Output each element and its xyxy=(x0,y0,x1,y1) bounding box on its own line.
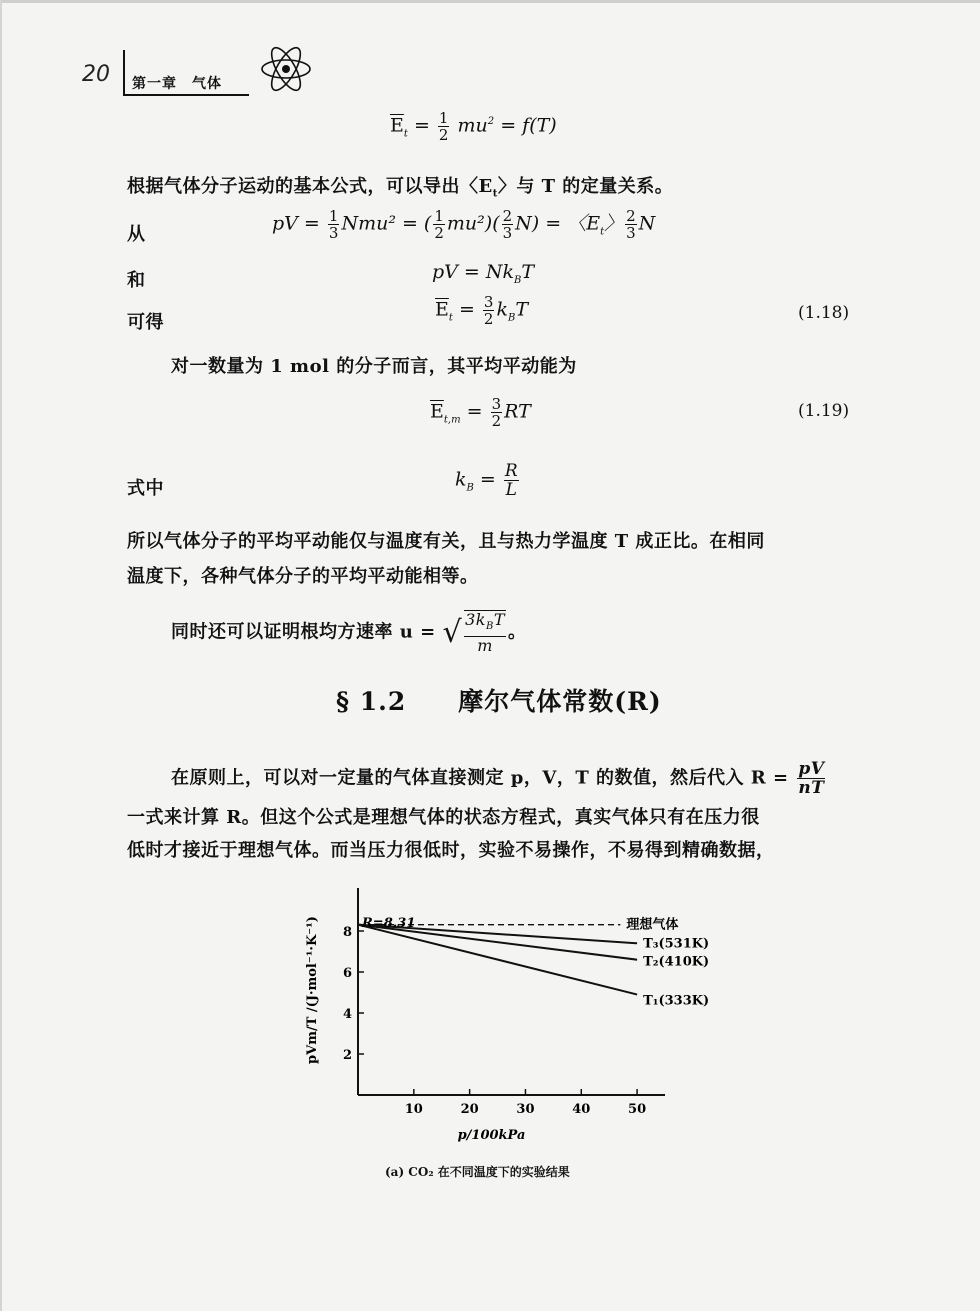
equation-1-18 xyxy=(435,294,528,327)
fraction xyxy=(483,294,495,327)
fraction xyxy=(502,208,514,241)
x-tick-label: 30 xyxy=(516,1102,535,1117)
eq-term: = xyxy=(460,400,483,423)
paragraph-line: 低时才接近于理想气体。而当压力很低时，实验不易操作，不易得到精确数据， xyxy=(127,840,775,861)
frac-num: 1 xyxy=(438,109,449,127)
frac-den: 2 xyxy=(434,224,444,242)
paragraph-line: 一式来计算 R。但这个公式是理想气体的状态方程式，真实气体只有在压力很 xyxy=(127,807,760,828)
frac-num: R xyxy=(504,461,518,481)
label-get: 可得 xyxy=(127,312,164,333)
y-axis-label: pVm/T /(J·mol⁻¹·K⁻¹) xyxy=(305,916,320,1064)
eq-sub: B xyxy=(514,274,522,286)
fraction xyxy=(464,610,506,655)
equation-top: $\overline{E}_t$ = $\frac{1}{2}$ $mu^2 = f(T)$ xyxy=(390,109,557,144)
series-line xyxy=(358,925,637,944)
label-where: 式中 xyxy=(127,478,164,499)
frac-den: nT xyxy=(798,778,825,798)
x-axis-label: p/100kPa xyxy=(457,1128,526,1143)
paragraph-line: 温度下，各种气体分子的平均平动能相等。 xyxy=(127,566,479,587)
eq-term: Nmu² = ( xyxy=(341,212,432,235)
section-title: § 1.2 摩尔气体常数(R) xyxy=(336,687,662,716)
eq-term: mu²)( xyxy=(446,212,500,235)
eq-term: 〉 xyxy=(604,212,624,235)
fraction xyxy=(433,208,445,241)
sqrt-expression: √ $\frac{3k_BT}{m}$ xyxy=(442,610,506,656)
chart-annotation: R=8.31 xyxy=(362,916,416,931)
eq-term: RT xyxy=(504,400,531,423)
equation-number: (1.19) xyxy=(798,401,850,421)
eq-symbol: $\overline{E}$ xyxy=(435,298,449,321)
eq-term: k xyxy=(496,298,508,321)
eq-term: mu xyxy=(457,114,488,137)
header-underline xyxy=(123,94,249,96)
eq-sub: t xyxy=(403,128,408,140)
eq-sub: t xyxy=(600,226,605,238)
page-number: 20 xyxy=(82,62,110,87)
series-line xyxy=(358,925,637,960)
frac-num: 3 xyxy=(491,395,502,413)
frac-num: 3 xyxy=(483,293,494,311)
text-sub: t xyxy=(492,188,498,200)
series-line xyxy=(358,925,637,995)
fraction xyxy=(625,208,637,241)
series-label: 理想气体 xyxy=(626,917,679,933)
text: 〉与 T 的定量关系。 xyxy=(497,176,674,197)
series-label: T₁(333K) xyxy=(643,993,710,1009)
frac-den: 3 xyxy=(502,224,513,242)
atom-icon xyxy=(258,43,314,95)
text: 在原则上，可以对一定量的气体直接测定 p，V，T 的数值，然后代入 R = xyxy=(171,767,789,789)
fraction xyxy=(797,760,825,797)
equation-from xyxy=(272,208,655,241)
paragraph xyxy=(127,172,673,200)
chapter-title: 第一章 气体 xyxy=(132,76,222,92)
eq-sub: B xyxy=(507,312,516,324)
fraction xyxy=(504,462,519,499)
text: 同时还可以证明根均方速率 u = xyxy=(171,621,436,643)
frac-den: 3 xyxy=(328,224,339,242)
eq-sub: t,m xyxy=(443,414,461,426)
frac-den: 2 xyxy=(491,412,502,430)
equation-1-19 xyxy=(430,396,531,429)
eq-term: T xyxy=(521,261,535,283)
x-tick-label: 40 xyxy=(572,1102,591,1117)
eq-term: k xyxy=(455,468,467,491)
text: 。 xyxy=(508,621,527,643)
label-from: 从 xyxy=(127,224,146,245)
frac-num: 3k xyxy=(465,610,486,629)
frac-num: 2 xyxy=(502,207,513,225)
frac-sub: B xyxy=(485,621,494,633)
frac-num: T xyxy=(493,610,506,629)
eq-sup: 2 xyxy=(487,116,495,128)
y-tick-label: 2 xyxy=(342,1048,352,1063)
eq-term: = xyxy=(473,468,496,491)
frac-num: pV xyxy=(798,759,825,779)
eq-term: N) = 〈E xyxy=(515,212,601,235)
eq-term: = xyxy=(452,298,475,321)
frac-den: 3 xyxy=(626,224,636,242)
header-rule xyxy=(123,50,125,96)
series-label: T₂(410K) xyxy=(643,954,710,970)
eq-term: = f(T) xyxy=(494,114,557,137)
frac-den: m xyxy=(477,636,493,656)
fraction xyxy=(491,396,503,429)
label-and: 和 xyxy=(127,270,146,291)
frac-num: 1 xyxy=(328,207,339,225)
fraction xyxy=(328,208,340,241)
x-tick-label: 10 xyxy=(404,1102,423,1117)
frac-den: 2 xyxy=(438,126,449,144)
paragraph xyxy=(171,610,527,655)
y-tick-label: 6 xyxy=(342,966,352,981)
x-tick-label: 50 xyxy=(628,1102,647,1117)
eq-symbol: $\overline{E}$ xyxy=(430,400,444,423)
eq-term: pV = xyxy=(272,212,320,235)
eq-symbol: $\overline{E}$ xyxy=(390,114,404,137)
equation-number: (1.18) xyxy=(798,303,850,323)
page-edge-left xyxy=(0,0,2,1311)
eq-term: T xyxy=(515,298,529,321)
eq-term: pV = Nk xyxy=(432,261,515,283)
page-edge xyxy=(0,0,980,3)
paragraph-line: 所以气体分子的平均平动能仅与温度有关，且与热力学温度 T 成正比。在相同 xyxy=(127,531,765,552)
eq-sub: t xyxy=(448,312,453,324)
frac-den: 2 xyxy=(483,310,494,328)
paragraph-line xyxy=(171,760,827,797)
equation-and xyxy=(432,261,534,286)
eq-sub: B xyxy=(466,482,474,494)
series-label: T₃(531K) xyxy=(643,936,710,952)
fraction xyxy=(438,110,450,143)
equation-kb xyxy=(455,462,521,499)
x-tick-label: 20 xyxy=(460,1102,479,1117)
frac-num: 1 xyxy=(434,207,444,225)
y-tick-label: 8 xyxy=(342,925,352,940)
frac-den: L xyxy=(505,480,517,500)
eq-term: N xyxy=(638,212,656,235)
y-tick-label: 4 xyxy=(342,1007,352,1022)
paragraph: 对一数量为 1 mol 的分子而言，其平均平动能为 xyxy=(171,356,577,377)
text: 根据气体分子运动的基本公式，可以导出〈E xyxy=(127,176,493,197)
figure-caption: (a) CO₂ 在不同温度下的实验结果 xyxy=(385,1165,570,1179)
frac-num: 2 xyxy=(626,207,636,225)
